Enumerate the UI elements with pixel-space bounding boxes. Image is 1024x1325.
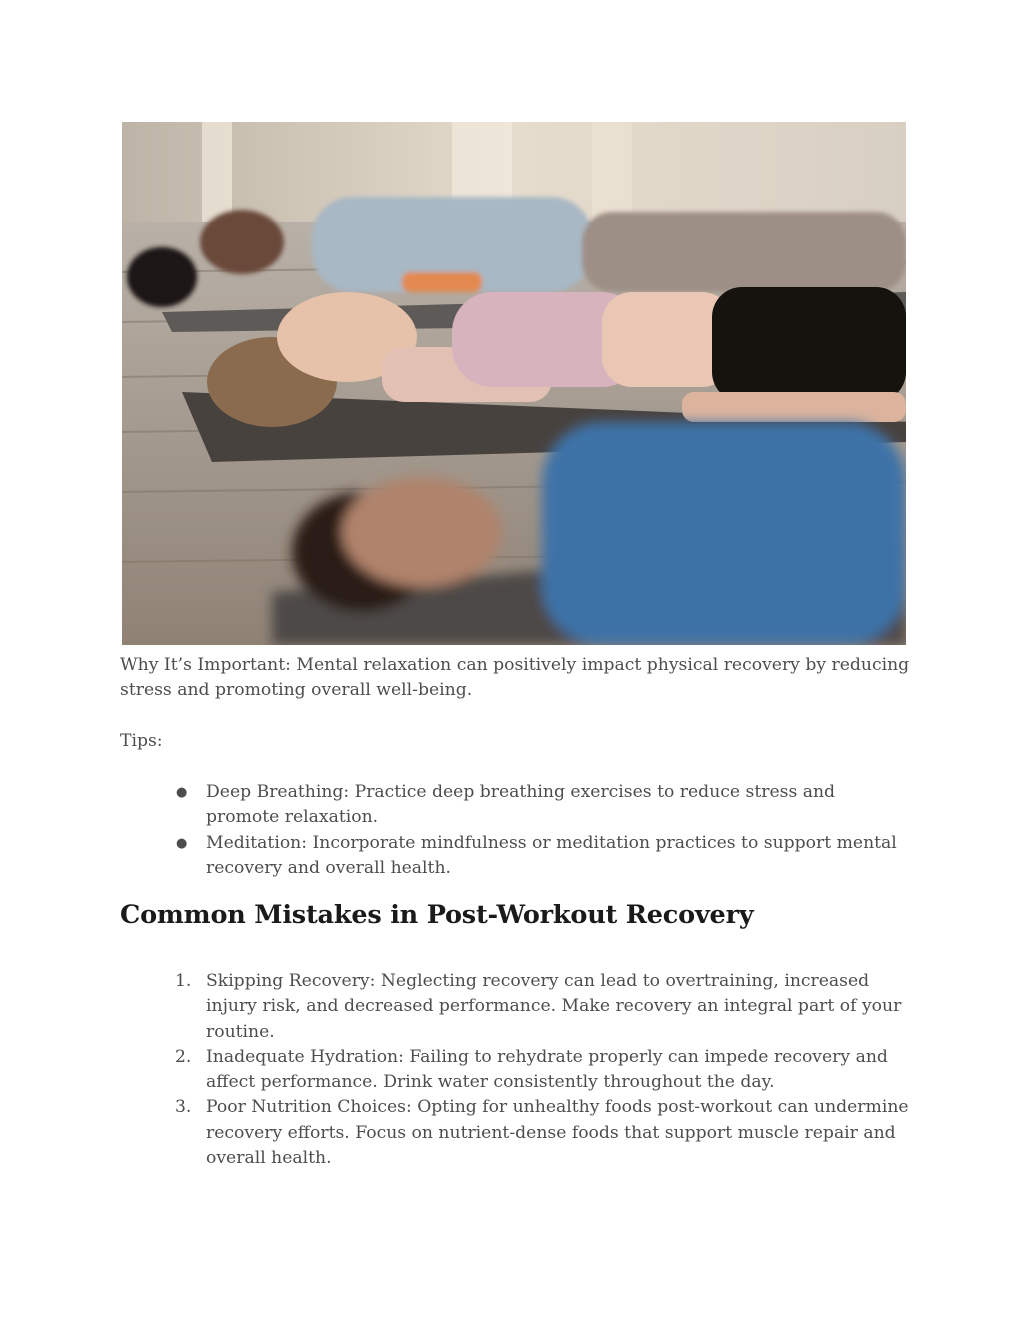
mistake-text: Poor Nutrition Choices: Opting for unhealthy foods post-workout can undermine recovery efforts. Focus on nutrient-dense foods that support muscle repair and overall health. — [206, 1097, 909, 1169]
mistake-text: Skipping Recovery: Neglecting recovery can lead to overtraining, increased injury risk, and decreased performance. Make recovery an integral part of your routine. — [206, 971, 902, 1042]
list-item — [120, 1095, 910, 1171]
list-item — [120, 1045, 910, 1096]
list-number: 2. — [175, 1046, 192, 1067]
mistake-text: Inadequate Hydration: Failing to rehydrate properly can impede recovery and affect performance. Drink water consistently throughout the day. — [206, 1046, 888, 1093]
tip-text: Deep Breathing: Practice deep breathing exercises to reduce stress and promote relaxation. — [206, 782, 836, 828]
section-heading: Common Mistakes in Post-Workout Recovery — [120, 900, 754, 930]
list-item — [120, 780, 910, 831]
list-number: 1. — [175, 971, 192, 991]
list-item — [120, 969, 910, 1045]
list-item — [120, 831, 910, 882]
mistakes-list — [120, 969, 910, 1171]
bullet-icon: ● — [176, 835, 188, 851]
why-important-paragraph: Why It’s Important: Mental relaxation can positively impact physical recovery by reducing stress and promoting overall well-being. — [120, 655, 910, 701]
list-number: 3. — [175, 1097, 192, 1118]
tips-label: Tips: — [120, 731, 163, 751]
yoga-relaxation-photo — [122, 122, 906, 645]
tip-text: Meditation: Incorporate mindfulness or meditation practices to support mental recovery and overall health. — [206, 832, 897, 878]
bullet-icon: ● — [176, 785, 188, 800]
tips-list — [120, 780, 910, 881]
